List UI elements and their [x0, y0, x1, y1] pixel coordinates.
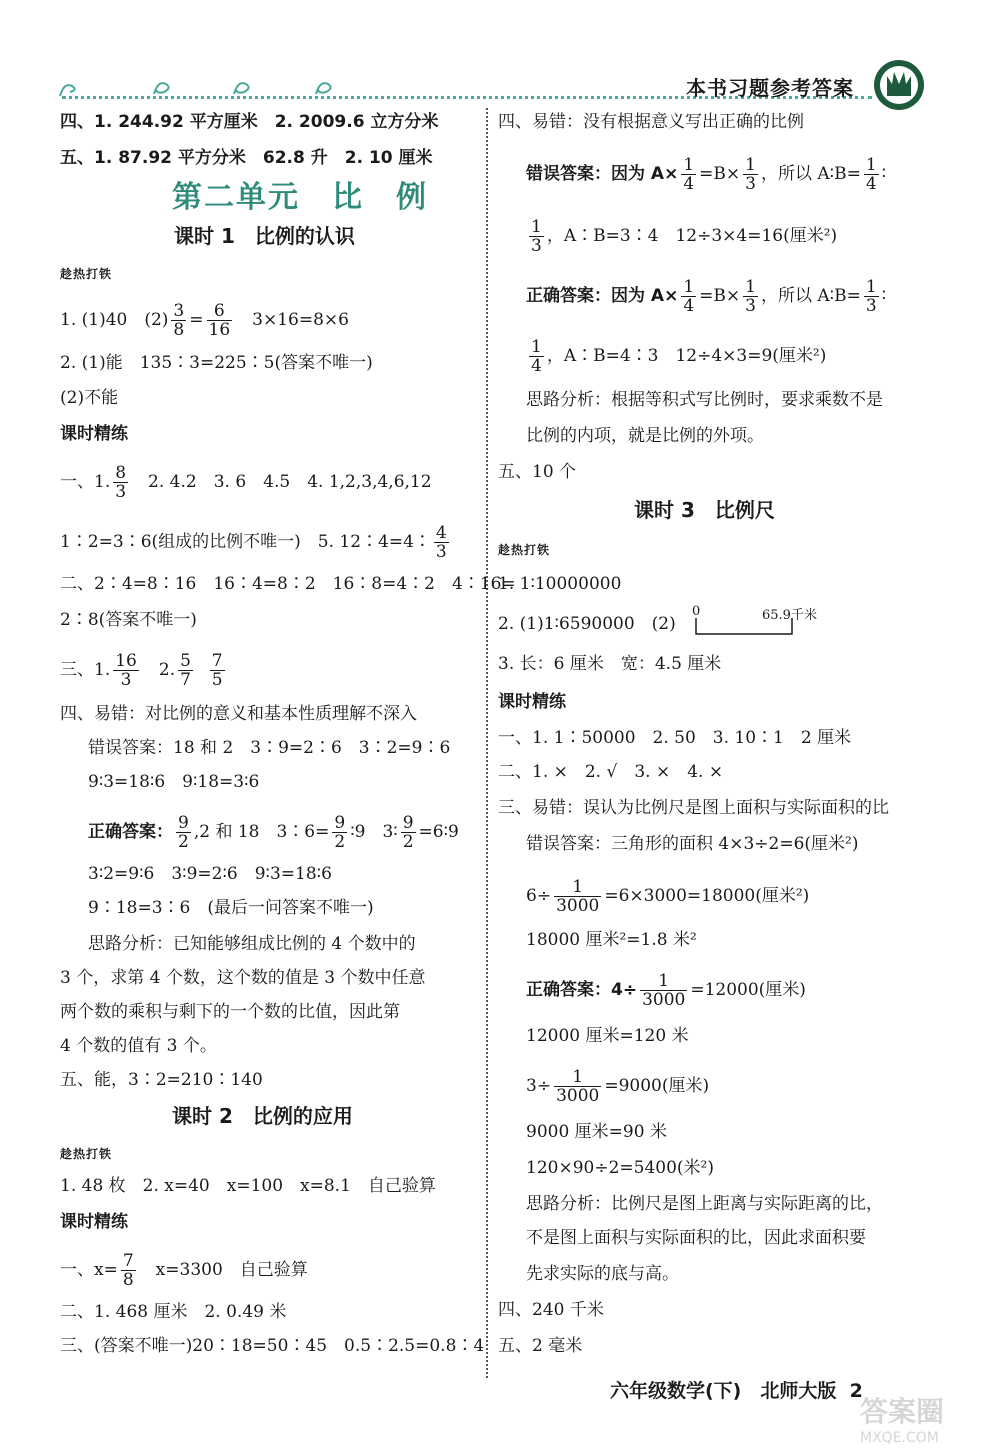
- lesson-title: 课时 2 比例的应用: [172, 1104, 353, 1128]
- scale-bar: 0 65.9千米: [694, 606, 824, 636]
- answer-line: 一、x= $\frac{7}{8}$ x=3300 自己验算: [60, 1251, 308, 1290]
- answer-line: 二、2∶4=8∶16 16∶4=8∶2 16∶8=4∶2 4∶16=: [60, 574, 516, 594]
- answer-line: 9000 厘米=90 米: [526, 1122, 667, 1142]
- section-label: 课时精练: [60, 1212, 128, 1232]
- fraction: $\frac{9}{2}$: [334, 813, 346, 852]
- analysis-line: 3 个，求第 4 个数，这个数的值是 3 个数中任意: [60, 968, 426, 988]
- answer-line: 五、2 毫米: [498, 1336, 583, 1356]
- fraction: $\frac{4}{3}$: [435, 523, 447, 562]
- answer-line: 2. (1)能 135∶3=225∶5(答案不唯一): [60, 353, 373, 373]
- fraction: $\frac{1}{4}$: [683, 277, 695, 316]
- answer-line: 3÷ $\frac{1}{3000}$ =9000(厘米): [526, 1067, 710, 1106]
- header-title: 本书习题参考答案: [686, 76, 854, 100]
- watermark: 答案圈 MXQE.COM: [860, 1395, 945, 1446]
- answer-line: 五、1. 87.92 平方分米 62.8 升 2. 10 厘米: [60, 148, 433, 168]
- curl-ornament-icon: [230, 78, 256, 98]
- answer-line: 一、1. $\frac{8}{3}$ 2. 4.2 3. 6 4.5 4. 1,2,3,4,6,12: [60, 463, 432, 502]
- analysis-line: 比例的内项，就是比例的外项。: [526, 426, 764, 446]
- fraction: $\frac{1}{4}$: [531, 337, 542, 376]
- answer-line: 四、易错：没有根据意义写出正确的比例: [498, 112, 804, 132]
- fraction: $\frac{1}{3000}$: [556, 1067, 600, 1106]
- answer-line: 二、1. × 2. √ 3. × 4. ×: [498, 762, 724, 782]
- fraction: $\frac{1}{3}$: [745, 155, 756, 194]
- answer-line: 五、10 个: [498, 462, 577, 482]
- analysis-line: 不是图上面积与实际面积的比，因此求面积要: [526, 1228, 866, 1248]
- fraction: $\frac{1}{4}$: [683, 155, 695, 194]
- answer-line: 2. (1)1∶6590000 (2): [498, 614, 676, 634]
- lesson-title: 课时 3 比例尺: [634, 498, 775, 522]
- page-number: 2: [849, 1380, 863, 1402]
- book-logo-icon: [872, 58, 926, 112]
- page-header: [0, 0, 1000, 115]
- answer-line: 四、240 千米: [498, 1300, 604, 1320]
- answer-line: 二、1. 468 厘米 2. 0.49 米: [60, 1302, 287, 1322]
- fraction: $\frac{3}{8}$: [173, 301, 185, 340]
- answer-line: 四、1. 244.92 平方厘米 2. 2009.6 立方分米: [60, 112, 439, 132]
- fraction: $\frac{7}{8}$: [122, 1251, 134, 1290]
- analysis-line: 思路分析：已知能够组成比例的 4 个数中的: [88, 934, 416, 954]
- section-label: 趁热打铁: [60, 267, 113, 281]
- curl-ornament-icon: [58, 78, 84, 98]
- analysis-line: 思路分析：比例尺是图上距离与实际距离的比，: [526, 1194, 883, 1214]
- section-label: 课时精练: [60, 424, 128, 444]
- unit-title: 第二单元 比 例: [172, 180, 428, 215]
- fraction: $\frac{1}{3}$: [865, 277, 877, 316]
- answer-line: 18000 厘米²=1.8 米²: [526, 930, 697, 950]
- answer-line: 6÷ $\frac{1}{3000}$ =6×3000=18000(厘米²): [526, 877, 810, 916]
- answer-line: 1. 1∶10000000: [498, 574, 622, 594]
- answer-line: 一、1. 1∶50000 2. 50 3. 10∶1 2 厘米: [498, 728, 852, 748]
- section-label: 趁热打铁: [498, 543, 551, 557]
- fraction: $\frac{16}{3}$: [115, 651, 137, 690]
- fraction: $\frac{5}{7}$: [180, 651, 191, 690]
- analysis-line: 两个数的乘积与剩下的一个数的比值，因此第: [60, 1002, 400, 1022]
- fraction: $\frac{9}{2}$: [402, 813, 414, 852]
- fraction: $\frac{1}{3000}$: [556, 877, 600, 916]
- answer-line: 三、易错：误认为比例尺是图上面积与实际面积的比: [498, 798, 889, 818]
- analysis-line: 思路分析：根据等积式写比例时，要求乘数不是: [526, 390, 883, 410]
- analysis-line: 先求实际的底与高。: [526, 1264, 679, 1284]
- answer-line: 9∶18=3∶6 (最后一问答案不唯一): [88, 898, 374, 918]
- answer-line: 三、1. $\frac{16}{3}$ 2. $\frac{5}{7}$ $\frac{7}{5}$: [60, 651, 223, 690]
- answer-line: 错误答案：三角形的面积 4×3÷2=6(厘米²): [526, 834, 859, 854]
- answer-line: 1∶2=3∶6(组成的比例不唯一) 5. 12∶4=4∶ $\frac{4}{3}$: [60, 523, 447, 562]
- fraction: $\frac{9}{2}$: [178, 813, 189, 852]
- answer-line: 1. (1)40 (2) $\frac{3}{8}$ = $\frac{6}{16}$ 3×16=8×6: [60, 301, 349, 340]
- fraction: $\frac{1}{3}$: [531, 217, 542, 256]
- page-footer: 六年级数学(下) 北师大版 2: [610, 1380, 863, 1402]
- fraction: $\frac{7}{5}$: [211, 651, 223, 690]
- fraction: $\frac{1}{3000}$: [642, 971, 686, 1010]
- curl-ornament-icon: [150, 78, 176, 98]
- answer-line: 120×90÷2=5400(米²): [526, 1158, 714, 1178]
- answer-line: 12000 厘米=120 米: [526, 1026, 689, 1046]
- answer-line: 正确答案：4÷ $\frac{1}{3000}$ =12000(厘米): [526, 971, 806, 1010]
- answer-line: 2∶8(答案不唯一): [60, 610, 197, 630]
- answer-line: 3∶2=9∶6 3∶9=2∶6 9∶3=18∶6: [88, 864, 332, 884]
- answer-line: 9∶3=18∶6 9∶18=3∶6: [88, 772, 260, 792]
- answer-line: 五、能，3∶2=210∶140: [60, 1070, 263, 1090]
- section-label: 课时精练: [498, 692, 566, 712]
- answer-line: 三、(答案不唯一)20∶18=50∶45 0.5∶2.5=0.8∶4: [60, 1336, 485, 1356]
- answer-line: 正确答案： $\frac{9}{2}$ ,2 和 18 3∶6= $\frac{9}{2}$ ∶9 3∶ $\frac{9}{2}$ =6∶9: [88, 813, 459, 852]
- answer-line: 错误答案：18 和 2 3∶9=2∶6 3∶2=9∶6: [88, 738, 451, 758]
- answer-line: 四、易错：对比例的意义和基本性质理解不深入: [60, 704, 417, 724]
- answer-line: 3. 长：6 厘米 宽：4.5 厘米: [498, 654, 722, 674]
- answer-line: 错误答案：因为 A× $\frac{1}{4}$ =B× $\frac{1}{3}$ ，所以 A∶B= $\frac{1}{4}$ ∶: [526, 155, 887, 194]
- lesson-title: 课时 1 比例的认识: [174, 224, 355, 248]
- answer-line: (2)不能: [60, 388, 119, 408]
- analysis-line: 4 个数的值有 3 个。: [60, 1036, 217, 1056]
- column-divider: [486, 108, 488, 1378]
- fraction: $\frac{1}{4}$: [865, 155, 877, 194]
- answer-line: $\frac{1}{4}$ ，A∶B=4∶3 12÷4×3=9(厘米²): [531, 337, 827, 376]
- fraction: $\frac{6}{16}$: [208, 301, 231, 340]
- curl-ornament-icon: [312, 78, 338, 98]
- answer-line: 正确答案：因为 A× $\frac{1}{4}$ =B× $\frac{1}{3}$ ，所以 A∶B= $\frac{1}{3}$ ∶: [526, 277, 887, 316]
- fraction: $\frac{1}{3}$: [745, 277, 756, 316]
- section-label: 趁热打铁: [60, 1147, 113, 1161]
- answer-line: 1. 48 枚 2. x=40 x=100 x=8.1 自己验算: [60, 1176, 436, 1196]
- answer-line: $\frac{1}{3}$ ，A∶B=3∶4 12÷3×4=16(厘米²): [531, 217, 838, 256]
- fraction: $\frac{8}{3}$: [115, 463, 127, 502]
